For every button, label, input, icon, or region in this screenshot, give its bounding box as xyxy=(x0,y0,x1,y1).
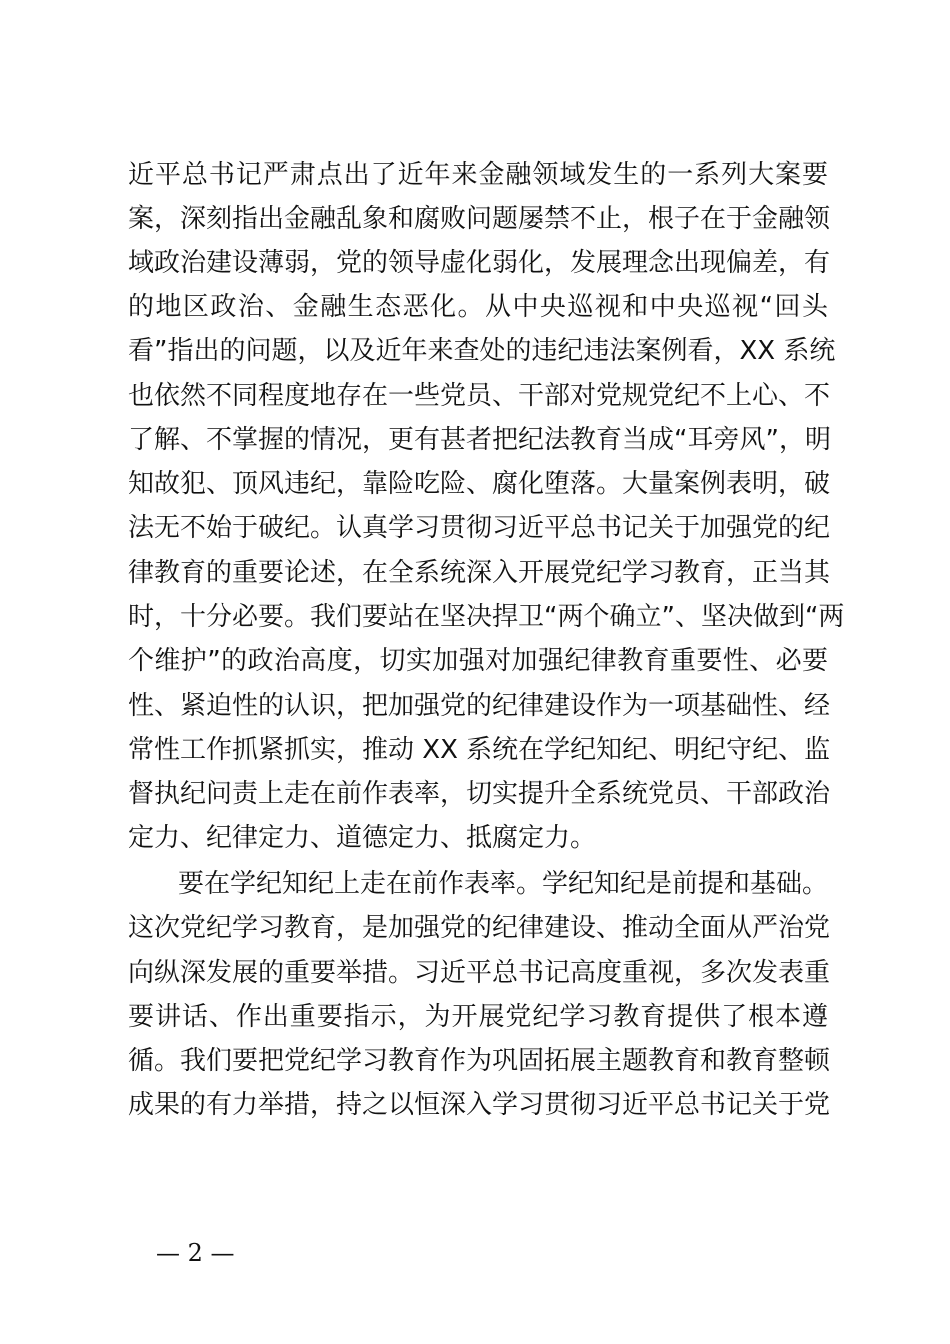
paragraph-1-line-4: 的地区政治、金融生态恶化。从中央巡视和中央巡视“回头 xyxy=(128,292,828,322)
paragraph-1-line-5: 看”指出的问题，以及近年来查处的违纪违法案例看，XX 系统 xyxy=(128,336,836,366)
paragraph-2-line-2: 这次党纪学习教育，是加强党的纪律建设、推动全面从严治党 xyxy=(128,913,831,943)
paragraph-1-line-13: 性、紧迫性的认识，把加强党的纪律建设作为一项基础性、经 xyxy=(128,691,831,721)
paragraph-1-line-14: 常性工作抓紧抓实，推动 XX 系统在学纪知纪、明纪守纪、监 xyxy=(128,735,831,765)
paragraph-2-line-4: 要讲话、作出重要指示，为开展党纪学习教育提供了根本遵 xyxy=(128,1002,828,1032)
paragraph-2-line-6: 成果的有力举措，持之以恒深入学习贯彻习近平总书记关于党 xyxy=(128,1090,831,1120)
paragraph-1-line-1: 近平总书记严肃点出了近年来金融领域发生的一系列大案要 xyxy=(128,160,828,190)
paragraph-1-line-9: 法无不始于破纪。认真学习贯彻习近平总书记关于加强党的纪 xyxy=(128,513,831,543)
paragraph-2-line-3: 向纵深发展的重要举措。习近平总书记高度重视，多次发表重 xyxy=(128,958,831,988)
paragraph-2-line-1: 要在学纪知纪上走在前作表率。学纪知纪是前提和基础。 xyxy=(178,869,829,899)
paragraph-1-line-7: 了解、不掌握的情况，更有甚者把纪法教育当成“耳旁风”，明 xyxy=(128,425,831,455)
paragraph-1-line-8: 知故犯、顶风违纪，靠险吃险、腐化堕落。大量案例表明，破 xyxy=(128,469,831,499)
paragraph-2-line-5: 循。我们要把党纪学习教育作为巩固拓展主题教育和教育整顿 xyxy=(128,1046,831,1076)
paragraph-1-line-10: 律教育的重要论述，在全系统深入开展党纪学习教育，正当其 xyxy=(128,558,831,588)
paragraph-1-line-2: 案，深刻指出金融乱象和腐败问题屡禁不止，根子在于金融领 xyxy=(128,204,831,234)
paragraph-1-line-6: 也依然不同程度地存在一些党员、干部对党规党纪不上心、不 xyxy=(128,381,831,411)
page-number: — 2 — xyxy=(156,1239,235,1267)
paragraph-1-line-3: 域政治建设薄弱，党的领导虚化弱化，发展理念出现偏差，有 xyxy=(128,248,831,278)
paragraph-1-line-11: 时，十分必要。我们要站在坚决捍卫“两个确立”、坚决做到“两 xyxy=(128,602,845,632)
paragraph-1-line-15: 督执纪问责上走在前作表率，切实提升全系统党员、干部政治 xyxy=(128,779,831,809)
paragraph-1-line-12: 个维护”的政治高度，切实加强对加强纪律教育重要性、必要 xyxy=(128,646,828,676)
paragraph-1-line-16: 定力、纪律定力、道德定力、抵腐定力。 xyxy=(128,823,597,853)
